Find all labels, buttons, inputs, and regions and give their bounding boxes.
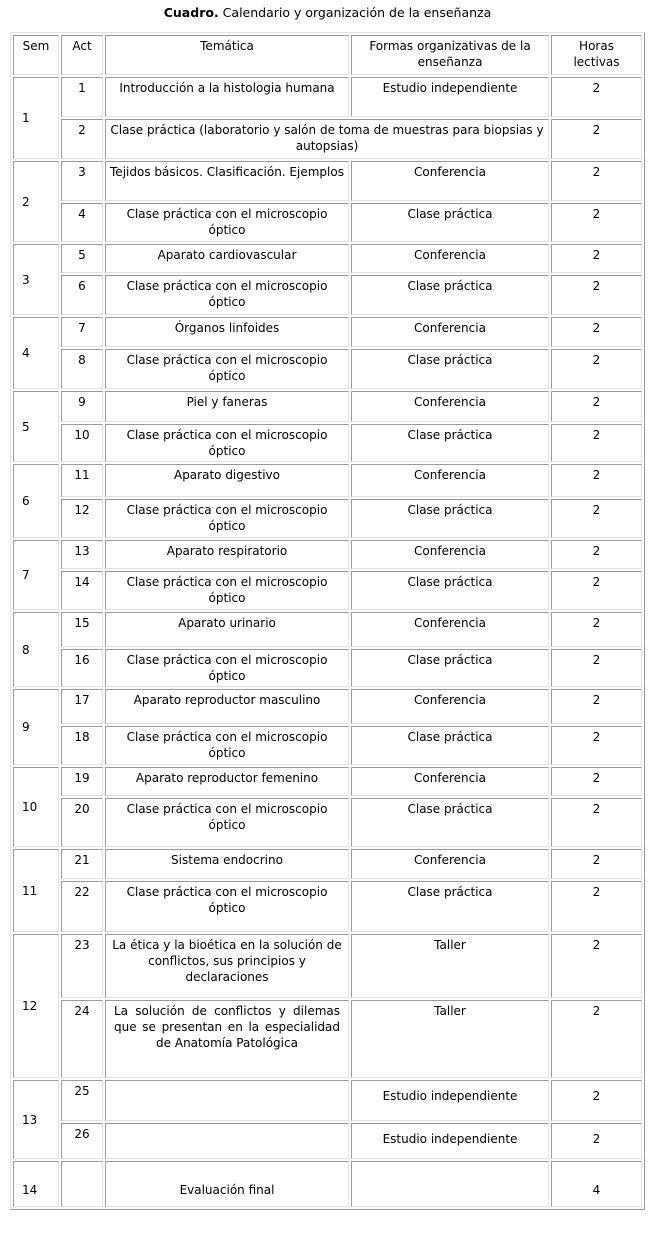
tematica-cell: Aparato digestivo [105,464,349,497]
table-row [13,349,642,389]
tematica-cell: Clase práctica con el microscopio óptico [105,203,349,242]
table-row [13,464,642,497]
header-sem: Sem [13,35,59,75]
schedule-table [10,32,645,1210]
act-cell: 23 [61,934,103,998]
forma-cell: Conferencia [351,612,549,647]
forma-cell: Conferencia [351,689,549,724]
horas-cell: 2 [551,349,642,389]
act-cell: 19 [61,767,103,796]
sem-cell: 13 [13,1080,59,1159]
forma-cell: Taller [351,934,549,998]
header-row [13,35,642,75]
forma-cell: Clase práctica [351,571,549,610]
table-caption [0,5,655,21]
tematica-cell: Aparato urinario [105,612,349,647]
sem-cell: 12 [13,934,59,1078]
sem-cell: 1 [13,77,59,159]
act-cell: 2 [61,119,103,159]
table-row [13,391,642,422]
forma-cell: Conferencia [351,244,549,273]
table-row [13,161,642,201]
act-cell: 22 [61,881,103,932]
act-cell: 12 [61,499,103,538]
act-cell: 15 [61,612,103,647]
table-row [13,798,642,847]
table-row [13,1080,642,1121]
horas-cell: 2 [551,77,642,117]
horas-cell: 2 [551,726,642,765]
table-row [13,275,642,315]
tematica-cell: La ética y la bioética en la solución de conflictos, sus principios y declaraciones [105,934,349,998]
horas-cell: 2 [551,798,642,847]
tematica-cell: Aparato reproductor femenino [105,767,349,796]
forma-cell: Conferencia [351,767,549,796]
horas-cell: 2 [551,767,642,796]
tematica-cell: Aparato respiratorio [105,540,349,569]
forma-cell: Conferencia [351,464,549,497]
act-cell: 14 [61,571,103,610]
tematica-cell: Clase práctica con el microscopio óptico [105,726,349,765]
sem-cell: 14 [13,1161,59,1207]
act-cell: 5 [61,244,103,273]
horas-cell: 2 [551,391,642,422]
sem-cell: 9 [13,689,59,765]
tematica-cell: Clase práctica con el microscopio óptico [105,275,349,315]
table-row [13,317,642,347]
forma-cell [351,1161,549,1207]
horas-cell: 2 [551,612,642,647]
table-row [13,571,642,610]
forma-cell: Clase práctica [351,649,549,687]
horas-cell: 2 [551,161,642,201]
tematica-cell: Aparato reproductor masculino [105,689,349,724]
tematica-cell: Introducción a la histologia humana [105,77,349,117]
tematica-cell: Clase práctica con el microscopio óptico [105,499,349,538]
forma-cell: Conferencia [351,161,549,201]
tematica-cell [105,1123,349,1159]
sem-cell: 3 [13,244,59,315]
table-row [13,767,642,796]
forma-cell: Estudio independiente [351,77,549,117]
act-cell: 8 [61,349,103,389]
sem-cell: 10 [13,767,59,847]
act-cell: 7 [61,317,103,347]
tematica-cell: Clase práctica (laboratorio y salón de toma de muestras para biopsias y autopsias) [105,119,549,159]
header-formas: Formas organizativas de la enseñanza [351,35,549,75]
tematica-cell: Tejidos básicos. Clasificación. Ejemplos [105,161,349,201]
forma-cell: Clase práctica [351,275,549,315]
sem-cell: 5 [13,391,59,462]
forma-cell: Taller [351,1000,549,1078]
horas-cell: 2 [551,571,642,610]
forma-cell: Conferencia [351,540,549,569]
table-row [13,1161,642,1207]
act-cell: 11 [61,464,103,497]
forma-cell: Conferencia [351,317,549,347]
table-row [13,1123,642,1159]
forma-cell: Clase práctica [351,798,549,847]
sem-cell: 8 [13,612,59,687]
header-tematica: Temática [105,35,349,75]
table-row [13,203,642,242]
forma-cell: Conferencia [351,849,549,879]
act-cell: 17 [61,689,103,724]
act-cell [61,1161,103,1207]
act-cell: 9 [61,391,103,422]
tematica-cell: Aparato cardiovascular [105,244,349,273]
table-row [13,424,642,462]
tematica-cell: Clase práctica con el microscopio óptico [105,649,349,687]
table-row [13,612,642,647]
horas-cell: 2 [551,540,642,569]
tematica-cell: Clase práctica con el microscopio óptico [105,571,349,610]
horas-cell: 2 [551,881,642,932]
horas-cell: 2 [551,499,642,538]
tematica-cell: La solución de conflictos y dilemas que se presentan en la especialidad de Anatomía Patológica [105,1000,349,1078]
tematica-cell [105,1080,349,1121]
forma-cell: Clase práctica [351,349,549,389]
horas-cell: 2 [551,275,642,315]
table-row [13,726,642,765]
table-row [13,244,642,273]
act-cell: 18 [61,726,103,765]
horas-cell: 2 [551,1123,642,1159]
table-row [13,881,642,932]
act-cell: 1 [61,77,103,117]
act-cell: 16 [61,649,103,687]
tematica-cell: Clase práctica con el microscopio óptico [105,798,349,847]
table-row [13,1000,642,1078]
tematica-cell: Clase práctica con el microscopio óptico [105,881,349,932]
sem-cell: 11 [13,849,59,932]
header-act: Act [61,35,103,75]
forma-cell: Clase práctica [351,499,549,538]
forma-cell: Estudio independiente [351,1080,549,1121]
act-cell: 20 [61,798,103,847]
horas-cell: 2 [551,244,642,273]
act-cell: 21 [61,849,103,879]
horas-cell: 2 [551,203,642,242]
act-cell: 26 [61,1123,103,1159]
horas-cell: 2 [551,849,642,879]
horas-cell: 2 [551,317,642,347]
table-row [13,649,642,687]
act-cell: 6 [61,275,103,315]
sem-cell: 2 [13,161,59,242]
horas-cell: 2 [551,424,642,462]
tematica-cell: Clase práctica con el microscopio óptico [105,349,349,389]
sem-cell: 7 [13,540,59,610]
act-cell: 24 [61,1000,103,1078]
forma-cell: Clase práctica [351,424,549,462]
act-cell: 10 [61,424,103,462]
forma-cell: Clase práctica [351,726,549,765]
horas-cell: 2 [551,1000,642,1078]
forma-cell: Conferencia [351,391,549,422]
horas-cell: 2 [551,934,642,998]
forma-cell: Clase práctica [351,203,549,242]
horas-cell: 2 [551,1080,642,1121]
table-row [13,119,642,159]
act-cell: 25 [61,1080,103,1121]
table-row [13,689,642,724]
horas-cell: 2 [551,119,642,159]
table-row [13,499,642,538]
table-row [13,77,642,117]
tematica-cell: Piel y faneras [105,391,349,422]
act-cell: 4 [61,203,103,242]
header-horas: Horas lectivas [551,35,642,75]
forma-cell: Clase práctica [351,881,549,932]
caption-label: Cuadro. [163,5,219,20]
table-row [13,934,642,998]
table-row [13,540,642,569]
horas-cell: 2 [551,649,642,687]
horas-cell: 2 [551,689,642,724]
horas-cell: 2 [551,464,642,497]
tematica-cell: Sistema endocrino [105,849,349,879]
act-cell: 13 [61,540,103,569]
act-cell: 3 [61,161,103,201]
table-row [13,849,642,879]
horas-cell: 4 [551,1161,642,1207]
tematica-cell: Evaluación final [105,1161,349,1207]
tematica-cell: Clase práctica con el microscopio óptico [105,424,349,462]
sem-cell: 4 [13,317,59,389]
caption-title: Calendario y organización de la enseñanza [218,5,492,20]
tematica-cell: Órganos linfoides [105,317,349,347]
sem-cell: 6 [13,464,59,538]
forma-cell: Estudio independiente [351,1123,549,1159]
